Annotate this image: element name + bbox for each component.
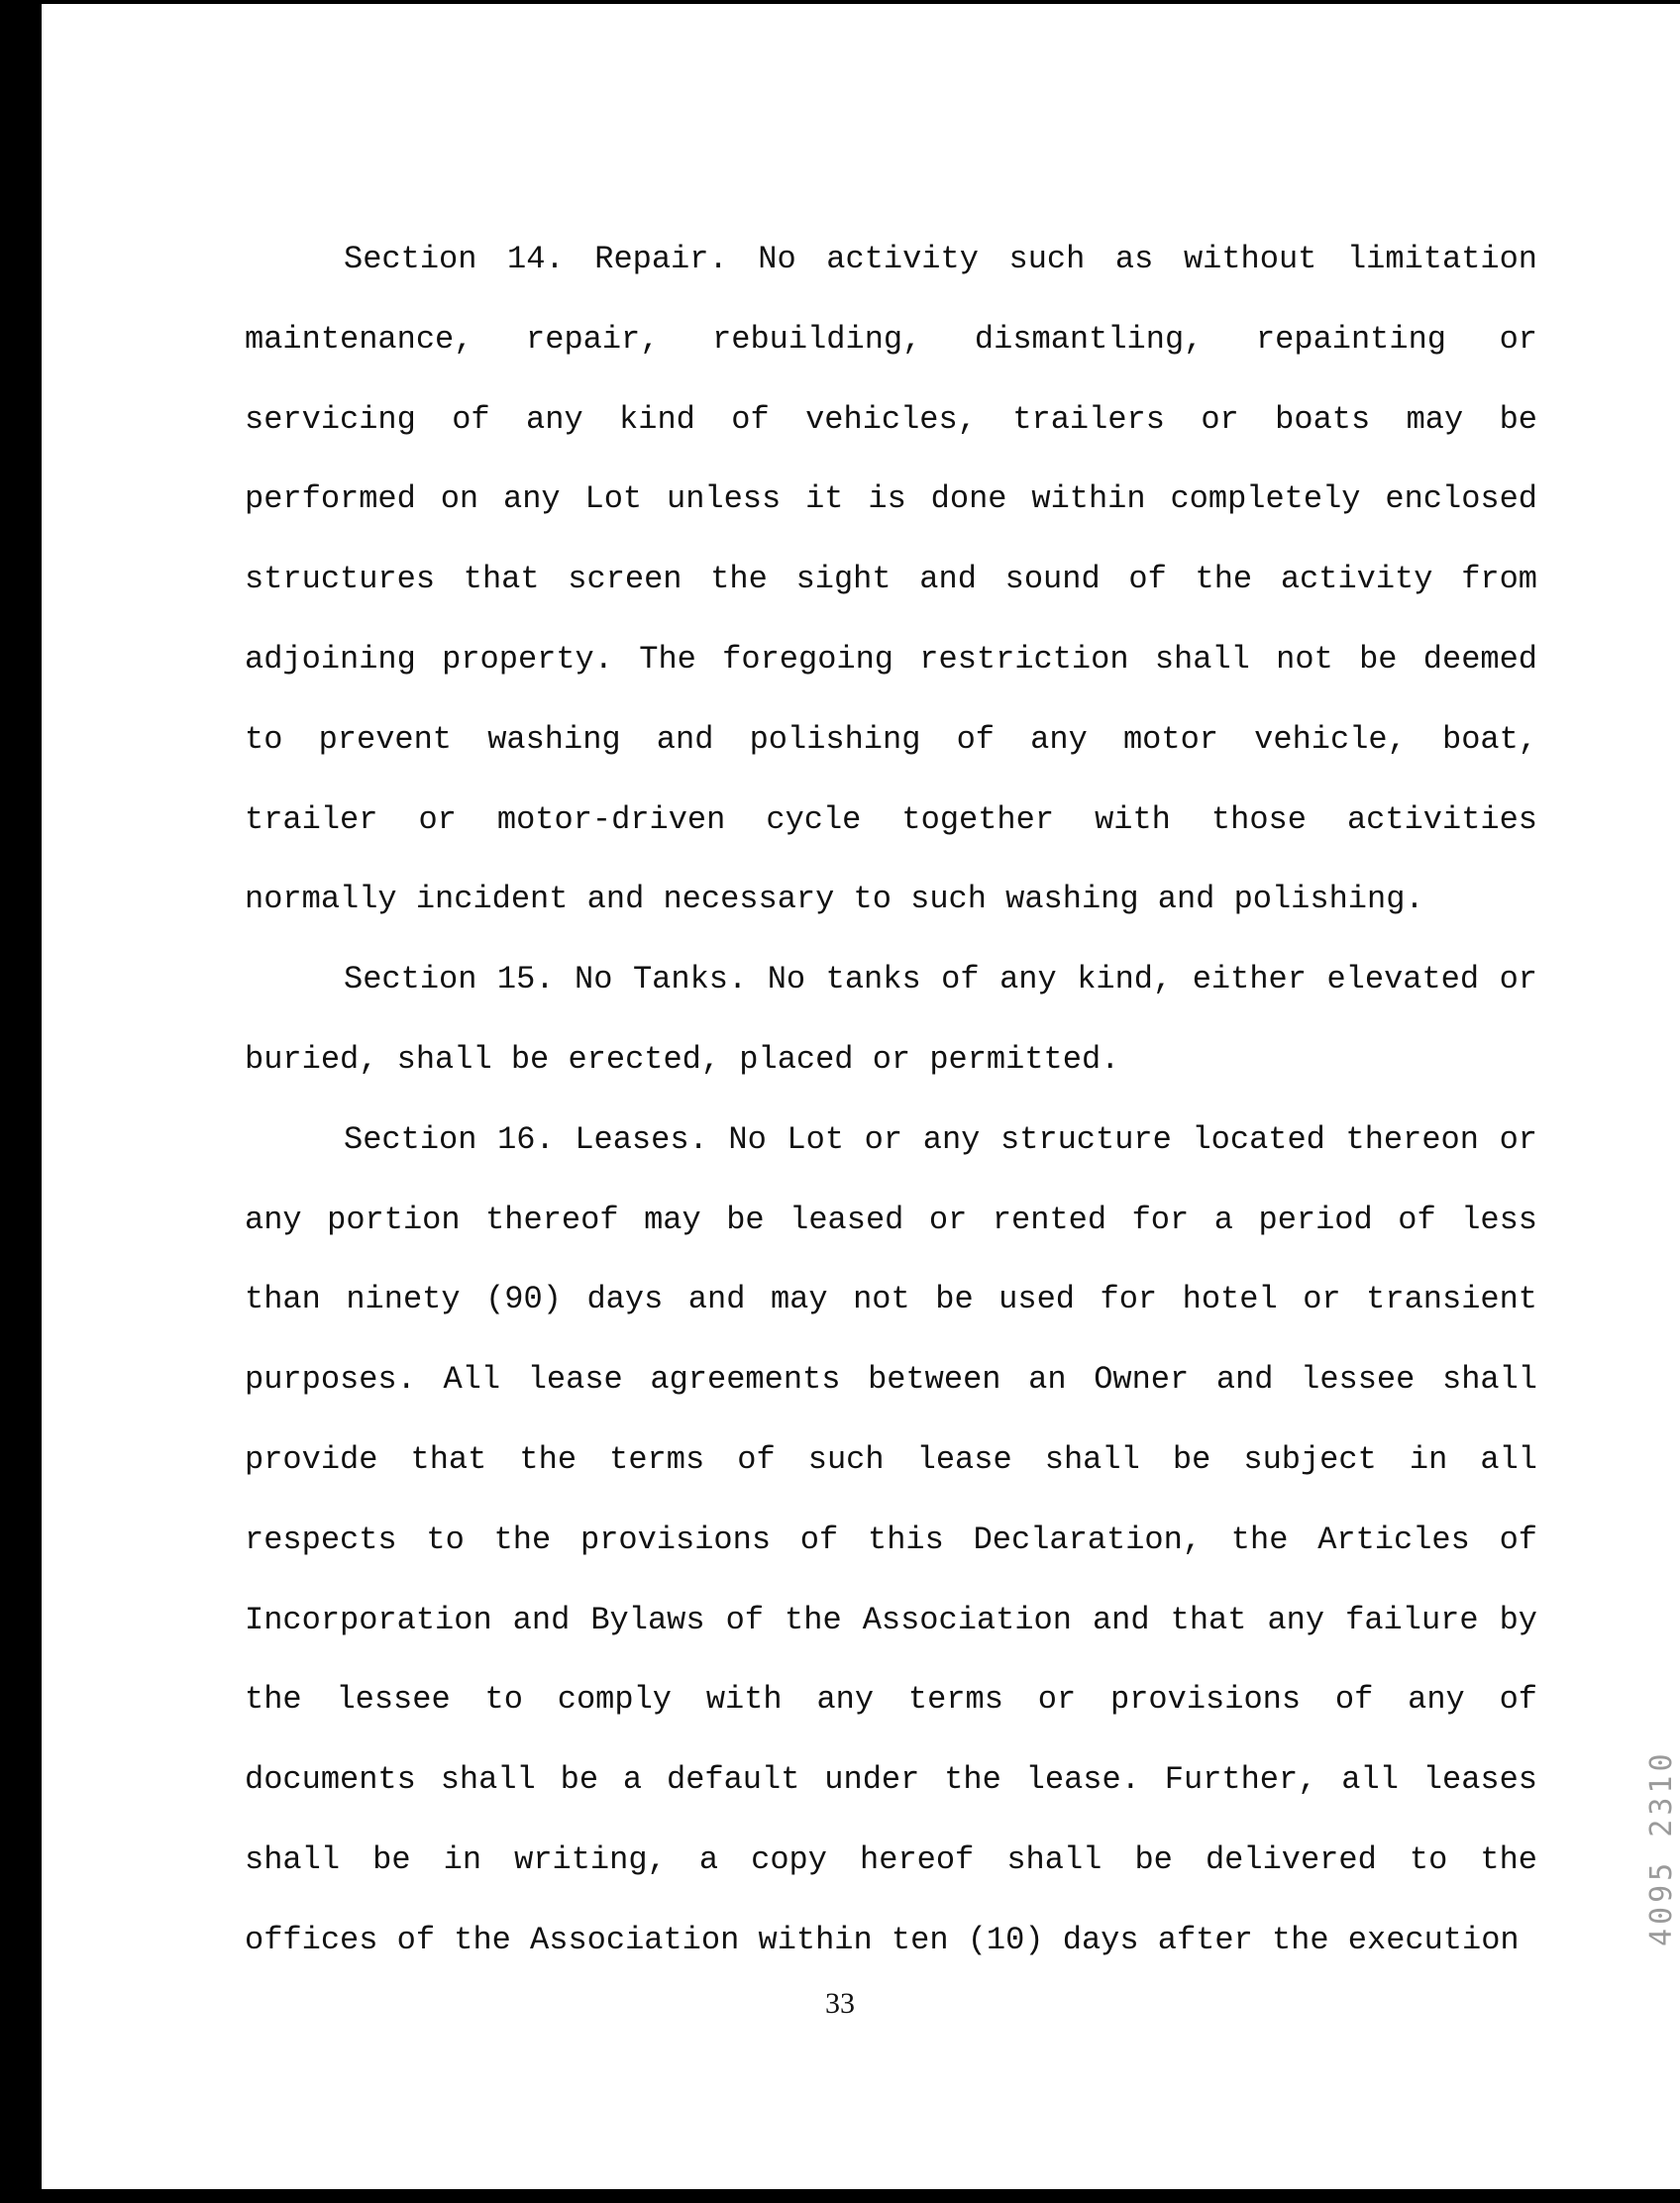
section-15-paragraph: Section 15. No Tanks. No tanks of any kind, either elevated or buried, shall be erected, placed or permitted. (245, 961, 1537, 1078)
margin-stamp: 4095 2310 (1644, 1749, 1679, 1946)
scan-left-edge (0, 0, 42, 2203)
section-16-paragraph: Section 16. Leases. No Lot or any structure located thereon or any portion thereof may be leased or rented for a period of less than ninety (90) days and may not be used for hotel or transient purposes. All lease agreements between an Owner and lessee shall provide that the terms of such lease shall be subject in all respects to the provisions of this Declaration, the Articles of Incorporation and Bylaws of the Association and that any failure by the lessee to comply with any terms or provisions of any of documents shall be a default under the lease. Further, all leases shall be in writing, a copy hereof shall be delivered to the offices of the Association within ten (10) days after the execution (245, 1120, 1537, 1958)
scan-top-edge (0, 0, 1680, 4)
section-14-paragraph: Section 14. Repair. No activity such as without limitation maintenance, repair, rebuilding, dismantling, repainting or servicing of any kind of vehicles, trailers or boats may be performed on any Lot unless it is done within completely enclosed structures that screen the sight and sound of the activity from adjoining property. The foregoing restriction shall not be deemed to prevent washing and polishing of any motor vehicle, boat, trailer or motor-driven cycle together with those activities normally incident and necessary to such washing and polishing. (245, 241, 1537, 918)
document-body (245, 220, 1537, 1981)
page-number: 33 (825, 1987, 855, 2020)
scan-bottom-edge (0, 2189, 1680, 2203)
